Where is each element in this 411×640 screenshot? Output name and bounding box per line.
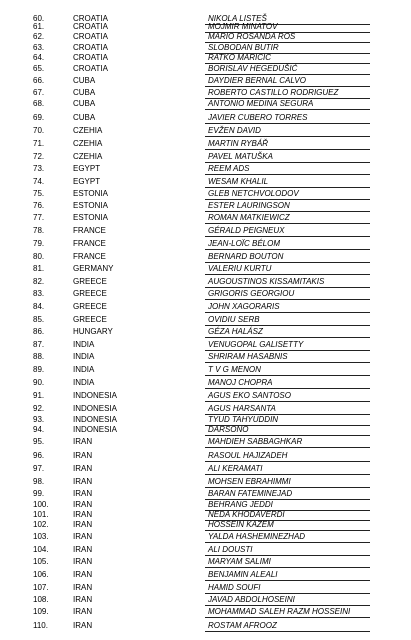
row-name: PAVEL MATUŠKA — [208, 152, 273, 161]
row-name: RASOUL HAJIZADEH — [208, 451, 288, 460]
row-country: CUBA — [73, 88, 96, 97]
name-underline — [205, 249, 370, 250]
row-name: JEAN-LOÏC BÉLOM — [208, 239, 281, 248]
row-number: 103. — [33, 532, 49, 541]
row-country: INDONESIA — [73, 415, 118, 424]
name-underline — [205, 567, 370, 568]
row-name: WESAM KHALIL — [208, 177, 269, 186]
row-country: GREECE — [73, 315, 107, 324]
row-number: 62. — [33, 32, 45, 41]
row-country: IRAN — [73, 500, 93, 509]
name-underline — [205, 375, 370, 376]
list-row — [0, 239, 411, 250]
row-country: HUNGARY — [73, 327, 113, 336]
list-row — [0, 378, 411, 389]
name-underline — [205, 149, 370, 150]
name-underline — [205, 174, 370, 175]
row-number: 70. — [33, 126, 45, 135]
row-number: 109. — [33, 607, 49, 616]
list-row — [0, 53, 411, 64]
list-row — [0, 391, 411, 402]
row-number: 91. — [33, 391, 45, 400]
list-row — [0, 315, 411, 326]
row-name: AGUS EKO SANTOSO — [208, 391, 291, 400]
row-number: 68. — [33, 99, 45, 108]
name-underline — [205, 631, 370, 632]
name-underline — [205, 388, 370, 389]
row-number: 87. — [33, 340, 45, 349]
row-country: CUBA — [73, 76, 96, 85]
list-row — [0, 425, 411, 436]
name-underline — [205, 274, 370, 275]
row-name: ROMAN MATKIEWICZ — [208, 213, 290, 222]
name-underline — [205, 447, 370, 448]
row-country: ESTONIA — [73, 201, 108, 210]
list-row — [0, 152, 411, 163]
name-underline — [205, 542, 370, 543]
row-number: 63. — [33, 43, 45, 52]
list-row — [0, 302, 411, 313]
list-row — [0, 264, 411, 275]
list-row — [0, 189, 411, 200]
row-name: BARAN FATEMINEJAD — [208, 489, 293, 498]
row-country: IRAN — [73, 545, 93, 554]
name-underline — [205, 350, 370, 351]
name-underline — [205, 299, 370, 300]
row-number: 95. — [33, 437, 45, 446]
row-number: 85. — [33, 315, 45, 324]
row-country: CUBA — [73, 113, 96, 122]
row-name: AUGOUSTINOS KISSAMITAKIS — [208, 277, 325, 286]
list-row — [0, 570, 411, 581]
row-name: GRIGORIS GEORGIOU — [208, 289, 295, 298]
row-country: GREECE — [73, 277, 107, 286]
row-country: INDONESIA — [73, 391, 118, 400]
list-row — [0, 76, 411, 87]
list-row — [0, 201, 411, 212]
row-number: 110. — [33, 621, 48, 630]
name-underline — [205, 86, 370, 87]
name-underline — [205, 593, 370, 594]
list-row — [0, 621, 411, 632]
row-name: NIKOLA LISTEŠ — [208, 14, 267, 23]
name-underline — [205, 530, 370, 531]
list-row — [0, 464, 411, 475]
row-name: JAVIER CUBERO TORRES — [208, 113, 308, 122]
row-name: MOHAMMAD SALEH RAZM HOSSEINI — [208, 607, 351, 616]
row-name: YALDA HASHEMINEZHAD — [208, 532, 306, 541]
row-country: GREECE — [73, 302, 107, 311]
row-number: 76. — [33, 201, 45, 210]
list-row — [0, 520, 411, 531]
row-name: HOSSEIN KAZEM — [208, 520, 274, 529]
row-name: MARYAM SALIMI — [208, 557, 271, 566]
name-underline — [205, 187, 370, 188]
row-name: SHRIRAM HASABNIS — [208, 352, 288, 361]
row-number: 86. — [33, 327, 45, 336]
row-country: GREECE — [73, 289, 107, 298]
row-name: MARIO ROSANDA ROS — [208, 32, 296, 41]
name-underline — [205, 325, 370, 326]
row-name: ROSTAM AFROOZ — [208, 621, 277, 630]
row-country: IRAN — [73, 464, 93, 473]
name-underline — [205, 580, 370, 581]
row-name: ESTER LAURINGSON — [208, 201, 290, 210]
row-country: IRAN — [73, 570, 93, 579]
row-number: 60. — [33, 14, 45, 23]
list-row — [0, 99, 411, 110]
list-row — [0, 365, 411, 376]
row-number: 99. — [33, 489, 45, 498]
row-name: BORISLAV HEGEDUŠIĆ — [208, 64, 298, 73]
row-name: GÉRALD PEIGNEUX — [208, 226, 285, 235]
row-country: INDIA — [73, 365, 95, 374]
name-underline — [205, 223, 370, 224]
list-row — [0, 532, 411, 543]
row-number: 101. — [33, 510, 49, 519]
name-underline — [205, 262, 370, 263]
row-country: INDONESIA — [73, 404, 118, 413]
list-row — [0, 437, 411, 448]
row-name: MOHSEN EBRAHIMMI — [208, 477, 291, 486]
row-name: DAYDIER BERNAL CALVO — [208, 76, 306, 85]
row-name: NEDA KHODAVERDI — [208, 510, 285, 519]
name-underline — [205, 123, 370, 124]
row-name: DARSONO — [208, 425, 249, 434]
name-underline — [205, 162, 370, 163]
row-country: INDONESIA — [73, 425, 118, 434]
row-number: 104. — [33, 545, 49, 554]
row-name: EVŽEN DAVID — [208, 126, 261, 135]
row-country: EGYPT — [73, 177, 101, 186]
row-name: JAVAD ABDOLHOSEINI — [208, 595, 295, 604]
row-country: GERMANY — [73, 264, 114, 273]
row-name: REEM ADS — [208, 164, 250, 173]
row-number: 71. — [33, 139, 45, 148]
row-country: IRAN — [73, 477, 93, 486]
row-country: CZEHIA — [73, 152, 103, 161]
row-country: IRAN — [73, 489, 93, 498]
row-country: CZEHIA — [73, 139, 103, 148]
list-row — [0, 126, 411, 137]
list-row — [0, 113, 411, 124]
row-number: 84. — [33, 302, 45, 311]
row-country: CROATIA — [73, 14, 108, 23]
name-underline — [205, 236, 370, 237]
list-row — [0, 607, 411, 618]
list-row — [0, 327, 411, 338]
row-name: VENUGOPAL GALISETTY — [208, 340, 304, 349]
row-number: 64. — [33, 53, 45, 62]
row-number: 81. — [33, 264, 45, 273]
row-name: TYUD TAHYUDDIN — [208, 415, 279, 424]
list-row — [0, 595, 411, 606]
row-number: 105. — [33, 557, 49, 566]
name-underline — [205, 487, 370, 488]
row-country: IRAN — [73, 520, 93, 529]
row-country: CROATIA — [73, 22, 108, 31]
list-row — [0, 352, 411, 363]
row-country: ESTONIA — [73, 189, 108, 198]
row-number: 79. — [33, 239, 45, 248]
row-name: VALERIU KURTU — [208, 264, 272, 273]
list-row — [0, 489, 411, 500]
list-row — [0, 557, 411, 568]
row-country: CROATIA — [73, 43, 108, 52]
list-row — [0, 451, 411, 462]
row-country: ESTONIA — [73, 213, 108, 222]
row-number: 108. — [33, 595, 49, 604]
row-name: ROBERTO CASTILLO RODRIGUEZ — [208, 88, 339, 97]
name-underline — [205, 617, 370, 618]
row-name: MARTIN RYBÁŘ — [208, 139, 269, 148]
row-number: 89. — [33, 365, 45, 374]
row-country: IRAN — [73, 510, 93, 519]
row-country: IRAN — [73, 451, 93, 460]
name-underline — [205, 199, 370, 200]
row-country: FRANCE — [73, 239, 106, 248]
row-country: INDIA — [73, 340, 95, 349]
row-number: 107. — [33, 583, 49, 592]
row-number: 88. — [33, 352, 45, 361]
list-row — [0, 583, 411, 594]
list-row — [0, 404, 411, 415]
row-number: 94. — [33, 425, 45, 434]
row-name: ALI DOUSTI — [208, 545, 253, 554]
row-number: 98. — [33, 477, 45, 486]
list-row — [0, 32, 411, 43]
row-number: 77. — [33, 213, 45, 222]
name-underline — [205, 312, 370, 313]
name-underline — [205, 337, 370, 338]
row-number: 96. — [33, 451, 45, 460]
list-row — [0, 213, 411, 224]
name-underline — [205, 211, 370, 212]
row-country: EGYPT — [73, 164, 101, 173]
row-country: FRANCE — [73, 252, 106, 261]
row-number: 100. — [33, 500, 49, 509]
row-name: GÉZA HALÁSZ — [208, 327, 263, 336]
name-underline — [205, 109, 370, 110]
row-name: MAHDIEH SABBAGHKAR — [208, 437, 303, 446]
row-name: AGUS HARSANTA — [208, 404, 276, 413]
row-name: RATKO MARICIC — [208, 53, 271, 62]
row-country: IRAN — [73, 607, 93, 616]
list-row — [0, 139, 411, 150]
list-row — [0, 340, 411, 351]
row-country: CZEHIA — [73, 126, 103, 135]
row-country: CROATIA — [73, 64, 108, 73]
row-number: 83. — [33, 289, 45, 298]
name-underline — [205, 474, 370, 475]
row-number: 72. — [33, 152, 45, 161]
row-name: BEHRANG JEDDI — [208, 500, 273, 509]
list-row — [0, 177, 411, 188]
row-name: BENJAMIN ALEALI — [208, 570, 278, 579]
row-number: 92. — [33, 404, 45, 413]
list-row — [0, 164, 411, 175]
row-name: HAMID SOUFI — [208, 583, 261, 592]
row-name: MANOJ CHOPRA — [208, 378, 273, 387]
list-row — [0, 226, 411, 237]
row-number: 97. — [33, 464, 45, 473]
row-country: INDIA — [73, 352, 95, 361]
name-underline — [205, 362, 370, 363]
row-number: 69. — [33, 113, 45, 122]
row-country: INDIA — [73, 378, 95, 387]
name-underline — [205, 435, 370, 436]
row-number: 78. — [33, 226, 45, 235]
row-number: 73. — [33, 164, 45, 173]
name-underline — [205, 401, 370, 402]
row-number: 93. — [33, 415, 45, 424]
row-name: OVIDIU SERB — [208, 315, 260, 324]
row-country: IRAN — [73, 532, 93, 541]
list-row — [0, 477, 411, 488]
row-name: T V G MENON — [208, 365, 261, 374]
list-row — [0, 64, 411, 75]
row-country: IRAN — [73, 583, 93, 592]
row-country: IRAN — [73, 437, 93, 446]
row-number: 106. — [33, 570, 49, 579]
row-country: IRAN — [73, 557, 93, 566]
row-number: 67. — [33, 88, 45, 97]
row-country: IRAN — [73, 621, 93, 630]
row-name: ANTONIO MEDINA SEGURA — [208, 99, 314, 108]
row-number: 82. — [33, 277, 45, 286]
name-underline — [205, 461, 370, 462]
row-number: 80. — [33, 252, 45, 261]
name-underline — [205, 605, 370, 606]
row-number: 102. — [33, 520, 49, 529]
row-number: 65. — [33, 64, 45, 73]
list-row — [0, 545, 411, 556]
row-country: CROATIA — [73, 32, 108, 41]
list-row — [0, 252, 411, 263]
row-name: SLOBODAN BUTIR — [208, 43, 279, 52]
row-country: IRAN — [73, 595, 93, 604]
name-underline — [205, 555, 370, 556]
row-country: CROATIA — [73, 53, 108, 62]
list-row — [0, 88, 411, 99]
list-row — [0, 277, 411, 288]
row-country: FRANCE — [73, 226, 106, 235]
row-country: CUBA — [73, 99, 96, 108]
row-name: JOHN XAGORARIS — [208, 302, 280, 311]
name-underline — [205, 74, 370, 75]
row-name: GLEB NETCHVOLODOV — [208, 189, 299, 198]
row-name: ALI KERAMATI — [208, 464, 263, 473]
name-underline — [205, 287, 370, 288]
row-name: BERNARD BOUTON — [208, 252, 284, 261]
row-name: MOJMIR MINATOV — [208, 22, 278, 31]
list-row — [0, 289, 411, 300]
row-number: 90. — [33, 378, 45, 387]
name-underline — [205, 136, 370, 137]
row-number: 61. — [33, 22, 45, 31]
row-number: 66. — [33, 76, 45, 85]
row-number: 75. — [33, 189, 45, 198]
row-number: 74. — [33, 177, 45, 186]
